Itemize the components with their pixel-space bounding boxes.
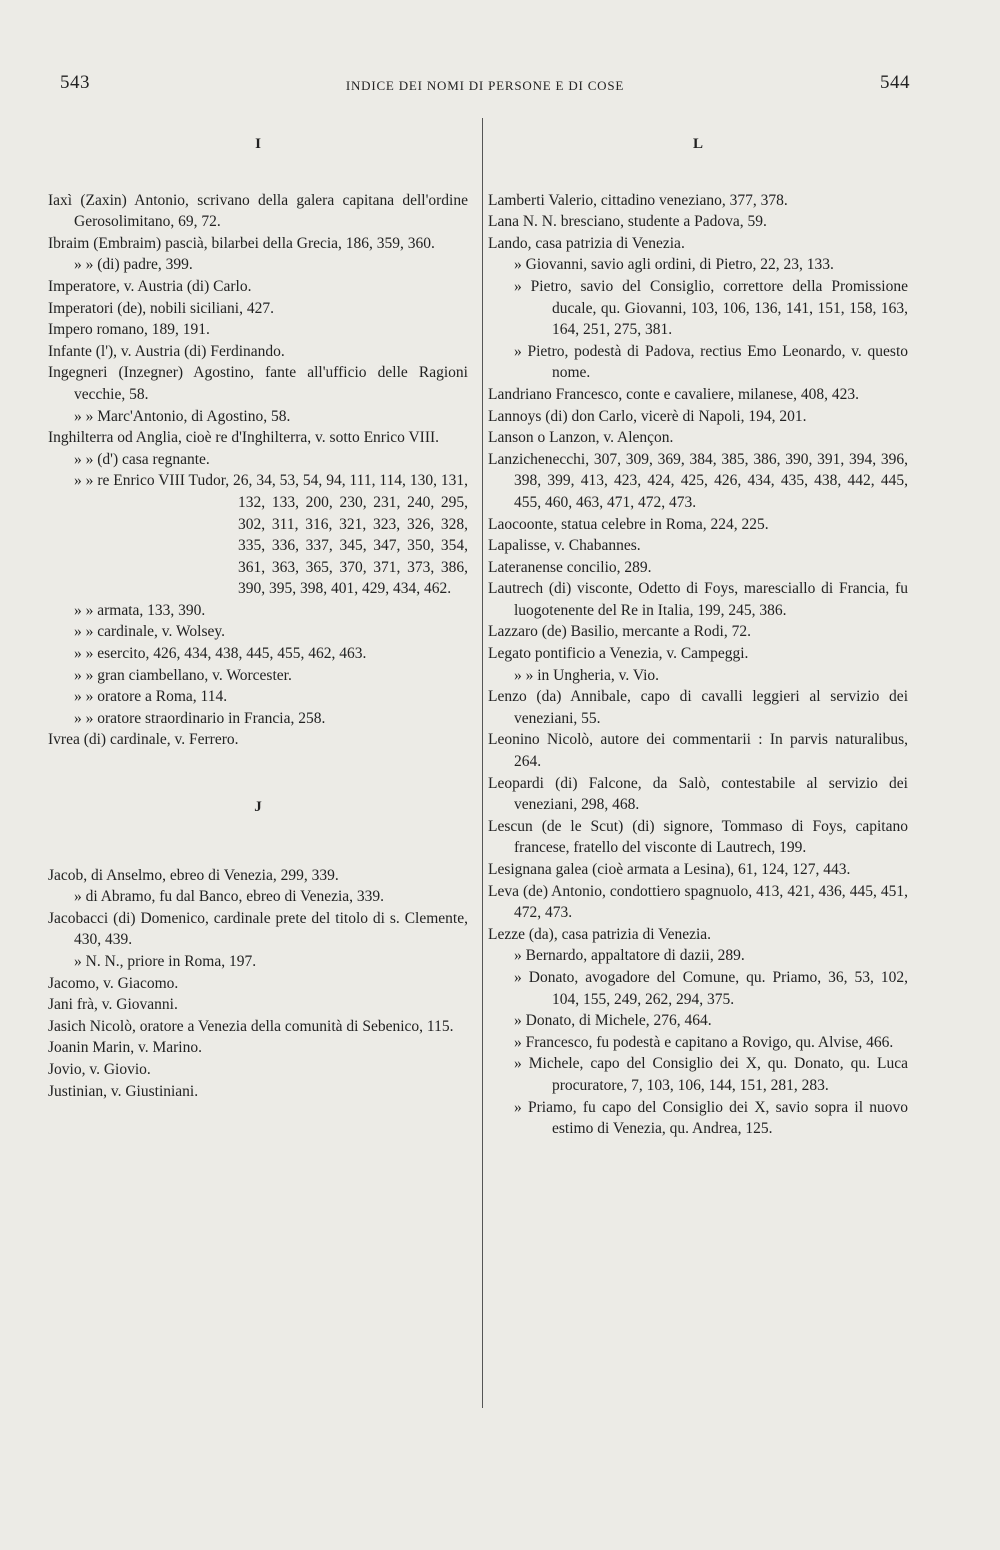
index-entry: » » gran ciambellano, v. Worcester. — [74, 666, 292, 684]
index-entry: Infante (l'), v. Austria (di) Ferdinando. — [48, 342, 285, 360]
index-entry: Lapalisse, v. Chabannes. — [488, 537, 641, 555]
index-entry: » Michele, capo del Consiglio dei X, qu. Donato, qu. Luca procuratore, 7, 103, 106, 144, 151, 281, 283. — [514, 1055, 908, 1094]
index-entry: » Pietro, savio del Consiglio, correttore della Promissione ducale, qu. Giovanni, 103, 106, 136, 141, 151, 158, 163, 164, 251, 275, 381. — [514, 277, 908, 339]
index-entry: Justinian, v. Giustiniani. — [48, 1082, 199, 1100]
index-entry: » di Abramo, fu dal Banco, ebreo di Venezia, 339. — [74, 888, 385, 906]
index-entry: Lenzo (da) Annibale, capo di cavalli leggieri al servizio dei veneziani, 55. — [488, 688, 908, 727]
index-entry: Ingegneri (Inzegner) Agostino, fante all'ufficio delle Ragioni vecchie, 58. — [48, 364, 468, 403]
entries-l — [488, 190, 908, 1140]
index-entry: Lautrech (di) visconte, Odetto di Foys, maresciallo di Francia, fu luogotenente del Re in Italia, 199, 245, 386. — [488, 580, 908, 619]
index-entry: » Francesco, fu podestà e capitano a Rovigo, qu. Alvise, 466. — [514, 1033, 894, 1051]
index-entry: Jani frà, v. Giovanni. — [48, 996, 178, 1014]
index-entry: Lateranense concilio, 289. — [488, 558, 652, 576]
index-entry: » » oratore a Roma, 114. — [74, 688, 228, 706]
index-entry: » » (di) padre, 399. — [74, 256, 193, 274]
index-entry: Jacob, di Anselmo, ebreo di Venezia, 299, 339. — [48, 866, 339, 884]
index-entry: Inghilterra od Anglia, cioè re d'Inghilterra, v. sotto Enrico VIII. — [48, 429, 440, 447]
index-entry: Lanson o Lanzon, v. Alençon. — [488, 429, 674, 447]
column-divider — [482, 118, 483, 1408]
index-entry: Leva (de) Antonio, condottiero spagnuolo, 413, 421, 436, 445, 451, 472, 473. — [488, 882, 908, 922]
index-entry: » N. N., priore in Roma, 197. — [74, 953, 257, 970]
index-entry: Lando, casa patrizia di Venezia. — [488, 234, 685, 252]
index-entry: Legato pontificio a Venezia, v. Campeggi. — [488, 645, 749, 663]
index-entry: Jasich Nicolò, oratore a Venezia della comunità di Sebenico, 115. — [48, 1017, 454, 1035]
index-entry: » » Marc'Antonio, di Agostino, 58. — [74, 407, 291, 425]
index-entry: Impero romano, 189, 191. — [48, 321, 210, 339]
index-entry: Leonino Nicolò, autore dei commentarii : In parvis naturalibus, 264. — [488, 731, 908, 771]
index-entry: » » (d') casa regnante. — [74, 450, 210, 468]
index-entry: » » oratore straordinario in Francia, 258. — [74, 709, 326, 727]
index-entry: Jovio, v. Giovio. — [48, 1060, 151, 1078]
page-header — [60, 72, 910, 102]
section-heading-j: J — [254, 799, 262, 816]
page-number-left: 543 — [60, 72, 90, 93]
index-entry: Landriano Francesco, conte e cavaliere, milanese, 408, 423. — [488, 385, 859, 403]
index-entry: Lannoys (di) don Carlo, vicerè di Napoli, 194, 201. — [488, 407, 807, 425]
page-number-right: 544 — [880, 72, 910, 93]
index-entry: Imperatore, v. Austria (di) Carlo. — [48, 277, 252, 295]
index-entry: » Giovanni, savio agli ordini, di Pietro, 22, 23, 133. — [514, 256, 834, 274]
index-entry: Joanin Marin, v. Marino. — [48, 1039, 202, 1057]
index-entry: Iaxì (Zaxin) Antonio, scrivano della galera capitana dell'ordine Gerosolimitano, 69, 72. — [48, 191, 468, 231]
index-entry: Lescun (de le Scut) (di) signore, Tommaso di Foys, capitano francese, fratello del visconte di Lautrech, 199. — [488, 817, 908, 857]
index-entry: » Priamo, fu capo del Consiglio dei X, savio sopra il nuovo estimo di Venezia, qu. Andrea, 125. — [514, 1098, 908, 1138]
index-entry: » » esercito, 426, 434, 438, 445, 455, 462, 463. — [74, 645, 367, 663]
index-entry: Jacomo, v. Giacomo. — [48, 974, 179, 992]
index-entry: Lesignana galea (cioè armata a Lesina), 61, 124, 127, 443. — [488, 861, 851, 878]
index-entry: » Pietro, podestà di Padova, rectius Emo Leonardo, v. questo nome. — [514, 342, 908, 382]
index-entry: » » re Enrico VIII Tudor, 26, 34, 53, 54, 94, 111, 114, 130, 131, 132, 133, 200, 230, 231, 240, 295, 302, 311, 316, 321, 323, 326, 328, 335, 336, 337, 345, 347, 350, 354, 361, 363, 365, 370, 371, 373, 386, 390, 395, 398, 401, 429, 434, 462. — [74, 472, 468, 598]
index-entry: » Bernardo, appaltatore di dazii, 289. — [514, 947, 745, 965]
index-entry: Ibraim (Embraim) pascià, bilarbei della Grecia, 186, 359, 360. — [48, 234, 435, 252]
section-heading-l: L — [692, 136, 703, 152]
index-entry: » » cardinale, v. Wolsey. — [74, 623, 225, 641]
index-entry: » » in Ungheria, v. Vio. — [514, 666, 660, 684]
index-entry: Leopardi (di) Falcone, da Salò, contestabile al servizio dei veneziani, 298, 468. — [488, 774, 908, 814]
left-column — [48, 132, 468, 1102]
entries-j — [48, 865, 468, 1103]
index-entry: Lana N. N. bresciano, studente a Padova, 59. — [488, 213, 767, 231]
section-heading-i: I — [255, 136, 261, 152]
index-entry: Jacobacci (di) Domenico, cardinale prete del titolo di s. Clemente, 430, 439. — [48, 909, 468, 949]
right-column — [488, 132, 908, 1140]
index-entry: » » armata, 133, 390. — [74, 601, 206, 619]
index-entry: Lazzaro (de) Basilio, mercante a Rodi, 72. — [488, 623, 751, 641]
index-entry: Lanzichenecchi, 307, 309, 369, 384, 385, 386, 390, 391, 394, 396, 398, 399, 413, 423, 424, 425, 426, 434, 435, 438, 442, 445, 455, 460, 463, 471, 472, 473. — [488, 450, 908, 511]
index-entry: Imperatori (de), nobili siciliani, 427. — [48, 299, 274, 317]
index-entry: Lezze (da), casa patrizia di Venezia. — [488, 925, 712, 943]
index-entry: » Donato, avogadore del Comune, qu. Priamo, 36, 53, 102, 104, 155, 249, 262, 294, 375. — [514, 968, 908, 1008]
index-entry: Laocoonte, statua celebre in Roma, 224, 225. — [488, 515, 769, 533]
index-entry: Ivrea (di) cardinale, v. Ferrero. — [48, 731, 239, 749]
running-title: INDICE DEI NOMI DI PERSONE E DI COSE — [345, 78, 625, 93]
index-entry: » Donato, di Michele, 276, 464. — [514, 1012, 712, 1030]
index-entry: Lamberti Valerio, cittadino veneziano, 377, 378. — [488, 191, 788, 209]
entries-i — [48, 190, 468, 751]
